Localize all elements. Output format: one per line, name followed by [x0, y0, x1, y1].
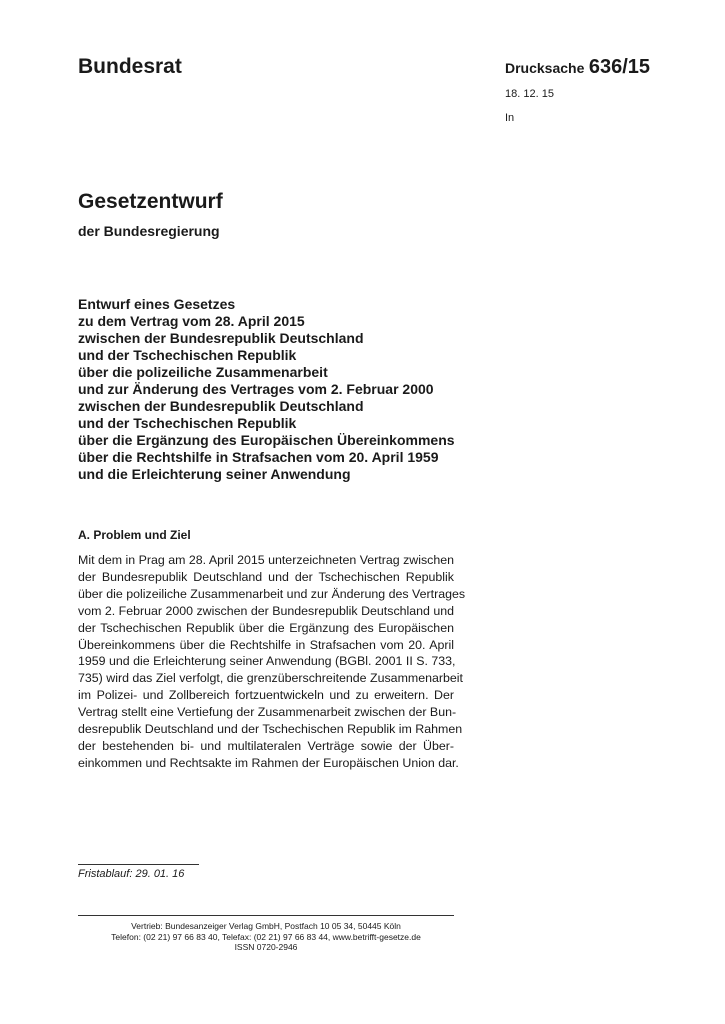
title-line: über die polizeiliche Zusammenarbeit — [78, 364, 328, 380]
body-line: 735) wird das Ziel verfolgt, die grenzüberschreitende Zusammenarbeit — [78, 671, 463, 686]
document-subtype: der Bundesregierung — [78, 223, 220, 239]
drucksache-label: Drucksache — [505, 60, 585, 76]
document-type: Gesetzentwurf — [78, 190, 223, 213]
publisher-footer — [78, 921, 454, 953]
body-line: über die polizeiliche Zusammenarbeit und zur Änderung des Vertrages — [78, 586, 466, 601]
body-line: der Tschechischen Republik über die Ergänzung des Europäischen — [78, 620, 454, 635]
body-line: der bestehenden bi- und multilateralen Verträge sowie der Über- — [78, 738, 454, 753]
footnote-divider — [78, 864, 199, 865]
deadline-note: Fristablauf: 29. 01. 16 — [78, 868, 185, 880]
title-line: zwischen der Bundesrepublik Deutschland — [78, 330, 364, 346]
title-line: und der Tschechischen Republik — [78, 347, 297, 363]
body-line: der Bundesrepublik Deutschland und der Tschechischen Republik — [78, 569, 454, 584]
title-line: und der Tschechischen Republik — [78, 415, 297, 431]
organization-title: Bundesrat — [78, 55, 182, 78]
section-heading: A. Problem und Ziel — [78, 528, 191, 542]
drucksache-number: 636/15 — [588, 56, 651, 78]
title-line: über die Rechtshilfe in Strafsachen vom 20. April 1959 — [78, 449, 439, 465]
body-line: im Polizei- und Zollbereich fortzuentwickeln und zu erweitern. Der — [78, 688, 454, 703]
title-line: Entwurf eines Gesetzes — [78, 296, 236, 312]
body-line: vom 2. Februar 2000 zwischen der Bundesrepublik Deutschland und — [78, 603, 455, 618]
law-title — [78, 296, 498, 483]
body-line: Übereinkommens über die Rechtshilfe in Strafsachen vom 20. April — [78, 637, 454, 652]
body-line: desrepublik Deutschland und der Tschechischen Republik im Rahmen — [78, 722, 463, 737]
footer-line: Telefon: (02 21) 97 66 83 40, Telefax: (02 21) 97 66 83 44, www.betrifft-gesetze.de — [111, 931, 421, 942]
footer-line: Vertrieb: Bundesanzeiger Verlag GmbH, Postfach 10 05 34, 50445 Köln — [131, 921, 401, 931]
document-date: 18. 12. 15 — [505, 88, 554, 100]
section-body — [78, 552, 466, 772]
body-line: Mit dem in Prag am 28. April 2015 unterzeichneten Vertrag zwischen — [78, 553, 455, 567]
footer-divider — [78, 915, 454, 916]
title-line: zu dem Vertrag vom 28. April 2015 — [78, 313, 305, 329]
body-line: Vertrag stellt eine Vertiefung der Zusammenarbeit zwischen der Bun- — [78, 705, 457, 720]
body-line: 1959 und die Erleichterung seiner Anwendung (BGBl. 2001 II S. 733, — [78, 654, 456, 669]
document-code: In — [505, 112, 515, 124]
title-line: über die Ergänzung des Europäischen Übereinkommens — [78, 432, 455, 448]
drucksache-reference — [505, 56, 650, 79]
title-line: und zur Änderung des Vertrages vom 2. Februar 2000 — [78, 381, 434, 397]
title-line: zwischen der Bundesrepublik Deutschland — [78, 398, 364, 414]
title-line: und die Erleichterung seiner Anwendung — [78, 466, 351, 482]
footer-line: ISSN 0720-2946 — [234, 942, 298, 953]
body-line: einkommen und Rechtsakte im Rahmen der Europäischen Union dar. — [78, 755, 459, 770]
